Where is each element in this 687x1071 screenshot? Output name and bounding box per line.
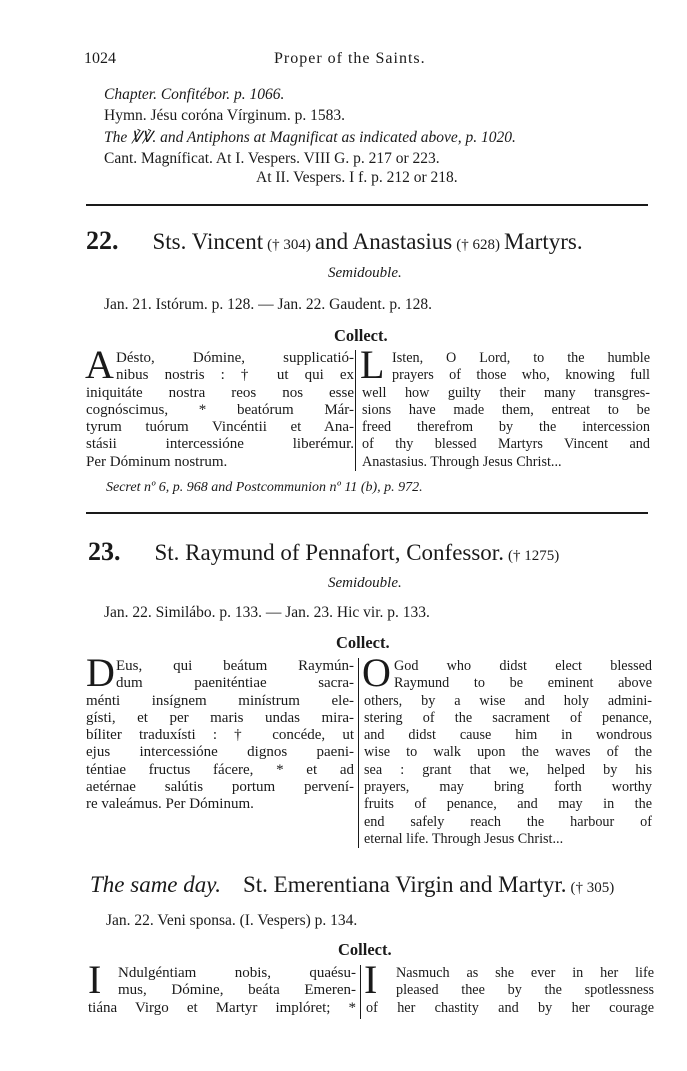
feast-number: 23. xyxy=(88,537,121,566)
collect-line: and didst cause him in wondrous xyxy=(364,727,652,744)
secret-postcommunion-ref: Secret nº 6, p. 968 and Postcommunion nº 11 (b), p. 972. xyxy=(106,480,423,495)
collect-line: Isten, O Lord, to the humble xyxy=(392,350,650,366)
collect-line: cognóscimus, * beatórum Már- xyxy=(86,401,354,418)
section-rule xyxy=(86,512,648,514)
collect-line: stásii intercessióne liberémur. xyxy=(86,436,354,453)
death-year: († 1275) xyxy=(507,548,560,564)
death-year: († 628) xyxy=(456,237,501,253)
collect-line: iniquitáte nostra reos nos esse xyxy=(86,384,354,401)
collect-line: tiána Virgo et Martyr implóret; * xyxy=(88,999,356,1016)
drop-cap: O xyxy=(362,650,391,695)
page-number: 1024 xyxy=(84,50,116,67)
collect-line: freed therefrom by the intercession xyxy=(362,419,650,436)
collect-line: prayers of those who, knowing full xyxy=(392,367,650,384)
collect-line: wise to walk upon the waves of the xyxy=(364,744,652,761)
collect-line: of thy blessed Martyrs Vincent and xyxy=(362,436,650,453)
collect-line: téntiae fructus fácere, * et ad xyxy=(86,761,354,778)
drop-cap: I xyxy=(88,957,102,1002)
collect-line: of her chastity and by her courage xyxy=(366,999,654,1016)
column-divider xyxy=(360,965,361,1019)
collect-line: others, by a wise and holy admini- xyxy=(364,692,652,709)
column-divider xyxy=(355,350,356,471)
collect-line: gísti, et per maris undas mira- xyxy=(86,709,354,726)
same-day-label: The same day. xyxy=(90,872,221,897)
collect-line: sions have made them, entreat to be xyxy=(362,401,650,418)
running-title: Proper of the Saints. xyxy=(274,50,426,67)
collect-line: Anastasius. Through Jesus Christ... xyxy=(362,453,562,470)
feast-number: 22. xyxy=(86,226,119,255)
feast-23-heading xyxy=(88,537,559,567)
drop-cap: L xyxy=(360,342,385,387)
collect-line: eternal life. Through Jesus Christ... xyxy=(364,830,564,847)
collect-line: God who didst elect blessed xyxy=(394,658,652,674)
collect-line: Eus, qui beátum Raymún- xyxy=(116,658,354,674)
hymn-ref: Hymn. Jésu coróna Vírginum. p. 1583. xyxy=(104,107,345,124)
english-collect xyxy=(362,350,650,471)
collect-line: Désto, Dómine, supplicatió- xyxy=(116,350,354,366)
feast-title: St. Raymund of Pennafort, Confessor. xyxy=(154,540,504,565)
feast-title: Sts. Vincent xyxy=(152,229,264,254)
canticle-first-vespers: Cant. Magníficat. At I. Vespers. VIII G. p. 217 or 223. xyxy=(104,150,440,167)
collect-line: aetérnae salútis portum pervení- xyxy=(86,779,354,796)
feast-rank: Semidouble. xyxy=(328,575,402,591)
feast-title: St. Emerentiana Virgin and Martyr. xyxy=(242,872,567,897)
drop-cap: A xyxy=(85,342,114,387)
feast-rank: Semidouble. xyxy=(328,265,402,281)
feast-22-heading xyxy=(86,226,583,256)
latin-collect xyxy=(86,350,354,471)
feast-title-cont: and Anastasius xyxy=(314,229,453,254)
collect-line: re valeámus. Per Dóminum. xyxy=(86,796,254,813)
collect-line: stering of the sacrament of penance, xyxy=(364,709,652,726)
collect-line: ejus intercessióne dignos paeni- xyxy=(86,744,354,761)
feast-refs: Jan. 22. Veni sponsa. (I. Vespers) p. 134. xyxy=(106,912,358,929)
collect-line: Nasmuch as she ever in her life xyxy=(396,965,654,981)
running-head xyxy=(84,50,644,74)
collect-line: pleased thee by the spotlessness xyxy=(396,982,654,999)
chapter-ref: Chapter. Confitébor. p. 1066. xyxy=(104,86,285,103)
collect-line: well how guilty their many transgres- xyxy=(362,384,650,401)
collect-line: end safely reach the harbour of xyxy=(364,813,652,830)
death-year: († 305) xyxy=(570,880,615,896)
column-divider xyxy=(358,658,359,848)
collect-line: bíliter traduxísti : † concéde, ut xyxy=(86,727,354,744)
canticle-second-vespers: At II. Vespers. I f. p. 212 or 218. xyxy=(256,169,458,186)
collect-line: mus, Dómine, beáta Emeren- xyxy=(118,982,356,999)
collect-line: fruits of penance, and may in the xyxy=(364,796,652,813)
feast-title-suffix: Martyrs. xyxy=(504,229,583,254)
collect-heading: Collect. xyxy=(336,633,390,652)
collect-line: prayers, may bring forth worthy xyxy=(364,779,652,796)
drop-cap: D xyxy=(86,650,115,695)
english-collect xyxy=(366,965,654,1017)
antiphons-ref: The ℣℣. and Antiphons at Magnificat as indicated above, p. 1020. xyxy=(104,129,516,146)
same-day-heading xyxy=(90,872,614,898)
english-collect xyxy=(364,658,652,848)
collect-heading: Collect. xyxy=(338,940,392,959)
collect-heading: Collect. xyxy=(334,326,388,345)
collect-line: dum paeniténtiae sacra- xyxy=(116,675,354,692)
collect-line: Ndulgéntiam nobis, quaésu- xyxy=(118,965,356,981)
death-year: († 304) xyxy=(267,237,311,253)
section-rule xyxy=(86,204,648,206)
collect-line: sea : grant that we, helped by his xyxy=(364,761,652,778)
drop-cap: I xyxy=(364,957,378,1002)
collect-line: nibus nostris : † ut qui ex xyxy=(116,367,354,384)
feast-refs: Jan. 21. Istórum. p. 128. — Jan. 22. Gaudent. p. 128. xyxy=(104,296,433,313)
collect-line: Raymund to be eminent above xyxy=(394,675,652,692)
collect-line: Per Dóminum nostrum. xyxy=(86,453,228,470)
collect-line: tyrum tuórum Vincéntii et Ana- xyxy=(86,419,354,436)
latin-collect xyxy=(88,965,356,1017)
collect-line: ménti insígnem minístrum ele- xyxy=(86,692,354,709)
latin-collect xyxy=(86,658,354,814)
feast-refs: Jan. 22. Similábo. p. 133. — Jan. 23. Hic vir. p. 133. xyxy=(104,604,430,621)
